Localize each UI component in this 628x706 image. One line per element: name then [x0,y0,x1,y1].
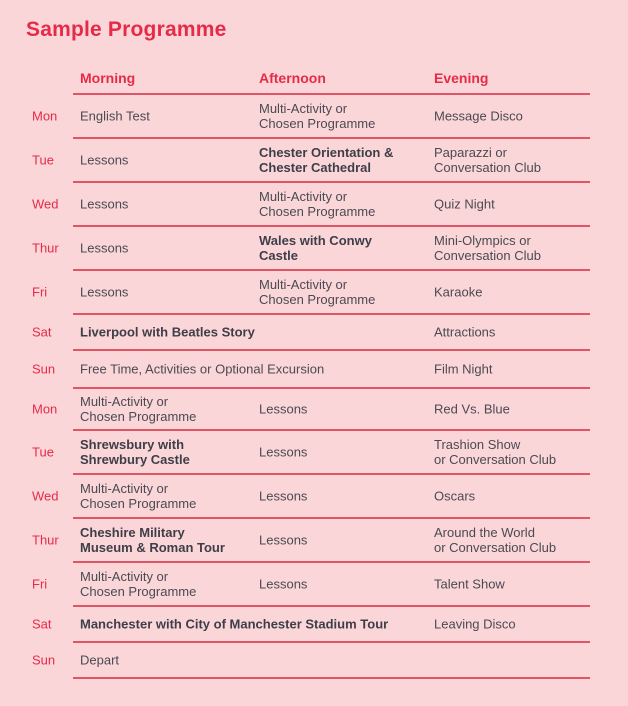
afternoon-cell: Chester Orientation & Chester Cathedral [259,145,394,175]
day-label: Fri [32,576,48,592]
afternoon-cell: Lessons [259,401,308,417]
day-label: Thur [32,240,59,256]
day-label: Sun [32,361,56,377]
day-label: Sat [32,616,52,632]
morning-cell: English Test [80,108,150,124]
morning-cell: Depart [80,652,120,668]
morning-cell: Cheshire Military Museum & Roman Tour [80,525,225,555]
day-label: Tue [32,444,54,460]
evening-cell: Message Disco [434,108,523,124]
afternoon-cell: Multi-Activity or Chosen Programme [259,101,376,131]
evening-cell: Paparazzi or Conversation Club [434,145,541,175]
evening-cell: Leaving Disco [434,616,516,632]
day-label: Tue [32,152,54,168]
evening-cell: Around the World or Conversation Club [434,525,557,555]
afternoon-cell: Multi-Activity or Chosen Programme [259,277,376,307]
morning-cell: Lessons [80,152,129,168]
evening-cell: Oscars [434,488,476,504]
header-afternoon: Afternoon [259,70,326,86]
morning-cell: Multi-Activity or Chosen Programme [80,394,197,424]
day-label: Wed [32,196,59,212]
table-row [0,563,628,605]
evening-cell: Quiz Night [434,196,495,212]
table-row [0,227,628,269]
afternoon-cell: Wales with Conwy Castle [259,233,372,263]
morning-afternoon-cell: Manchester with City of Manchester Stadium Tour [80,616,389,632]
morning-cell: Multi-Activity or Chosen Programme [80,569,197,599]
table-row [0,389,628,429]
morning-cell: Multi-Activity or Chosen Programme [80,481,197,511]
table-row [0,607,628,641]
day-label: Fri [32,284,48,300]
day-label: Sun [32,652,56,668]
evening-cell: Karaoke [434,284,483,300]
table-row [0,431,628,473]
table-row [0,271,628,313]
afternoon-cell: Lessons [259,488,308,504]
page-title: Sample Programme [26,18,227,41]
morning-cell: Lessons [80,240,129,256]
afternoon-cell: Multi-Activity or Chosen Programme [259,189,376,219]
table-row [0,139,628,181]
evening-cell: Film Night [434,361,493,377]
day-label: Mon [32,108,58,124]
divider [73,677,590,679]
evening-cell: Trashion Show or Conversation Club [434,437,557,467]
table-row [0,475,628,517]
morning-afternoon-cell: Free Time, Activities or Optional Excursion [80,361,325,377]
afternoon-cell: Lessons [259,576,308,592]
table-row [0,351,628,387]
table-row [0,519,628,561]
day-label: Mon [32,401,58,417]
header-evening: Evening [434,70,489,86]
table-row [0,183,628,225]
day-label: Sat [32,324,52,340]
morning-cell: Lessons [80,196,129,212]
table-row [0,315,628,349]
afternoon-cell: Lessons [259,532,308,548]
evening-cell: Mini-Olympics or Conversation Club [434,233,541,263]
header-morning: Morning [80,70,136,86]
evening-cell: Red Vs. Blue [434,401,510,417]
morning-cell: Shrewsbury with Shrewbury Castle [80,437,190,467]
evening-cell: Talent Show [434,576,505,592]
afternoon-cell: Lessons [259,444,308,460]
table-row [0,643,628,677]
table-row [0,95,628,137]
day-label: Thur [32,532,59,548]
morning-afternoon-cell: Liverpool with Beatles Story [80,324,255,340]
morning-cell: Lessons [80,284,129,300]
evening-cell: Attractions [434,324,496,340]
day-label: Wed [32,488,59,504]
